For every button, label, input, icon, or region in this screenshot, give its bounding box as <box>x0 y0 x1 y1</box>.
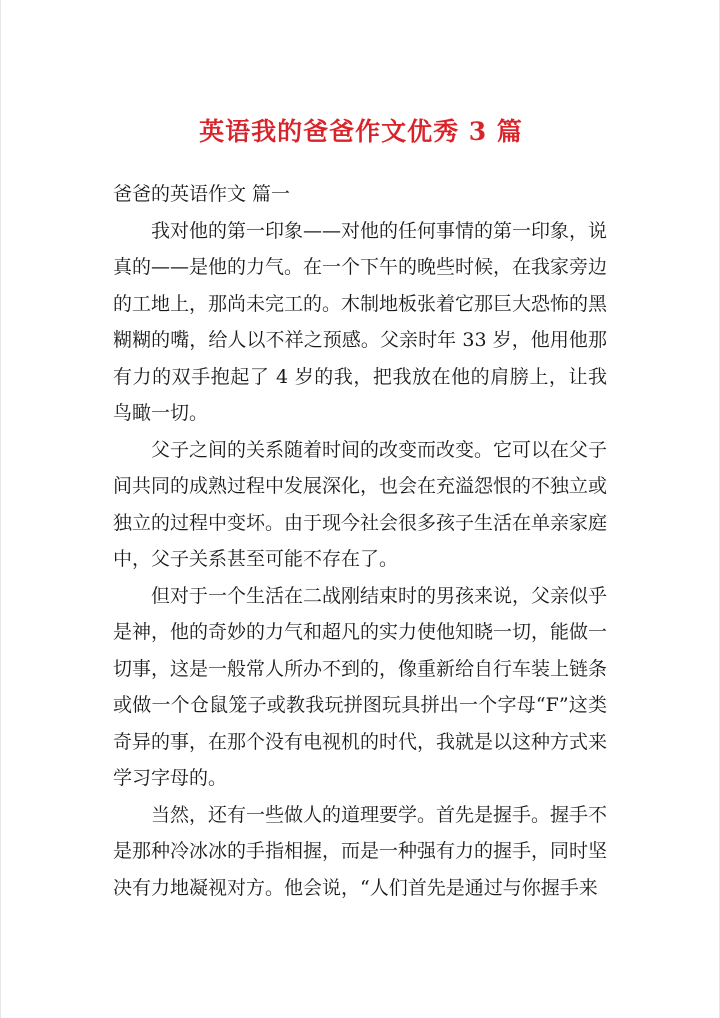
document-body <box>113 176 607 906</box>
paragraph-4: 当然，还有一些做人的道理要学。首先是握手。握手不是那种冷冰冰的手指相握，而是一种强有力的握手，同时坚决有力地凝视对方。他会说，“人们首先是通过与你握手来 <box>113 803 608 899</box>
section-heading: 爸爸的英语作文 篇一 <box>113 183 291 205</box>
document-title: 英语我的爸爸作文优秀 3 篇 <box>199 117 523 146</box>
paragraph-2: 父子之间的关系随着时间的改变而改变。它可以在父子间共同的成熟过程中发展深化，也会在充溢怨恨的不独立或独立的过程中变坏。由于现今社会很多孩子生活在单亲家庭中，父子关系甚至可能不存在了。 <box>113 438 608 570</box>
paragraph-1: 我对他的第一印象——对他的任何事情的第一印象，说真的——是他的力气。在一个下午的晚些时候，在我家旁边的工地上，那尚未完工的。木制地板张着它那巨大恐怖的黑糊糊的嘴，给人以不祥之预感。父亲时年 33 岁，他用他那有力的双手抱起了 4 岁的我，把我放在他的肩膀上，让我鸟瞰一切。 <box>113 219 608 424</box>
paragraph-3: 但对于一个生活在二战刚结束时的男孩来说，父亲似乎是神，他的奇妙的力气和超凡的实力使他知晓一切，能做一切事，这是一般常人所办不到的，像重新给自行车装上链条或做一个仓鼠笼子或教我玩拼图玩具拼出一个字母“F”这类奇异的事，在那个没有电视机的时代，我就是以这种方式来学习字母的。 <box>113 584 608 789</box>
